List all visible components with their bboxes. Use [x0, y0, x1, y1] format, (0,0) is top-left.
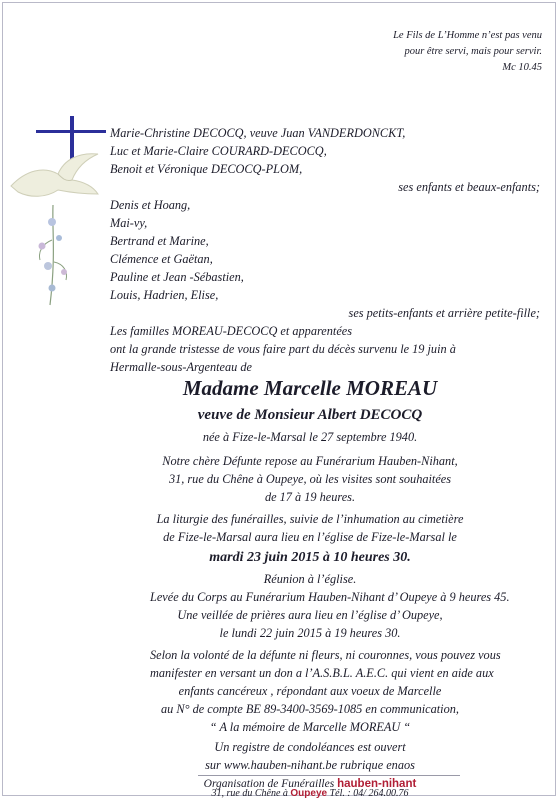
epigraph-line-2: pour être servi, mais pour servir.: [404, 46, 542, 57]
register-line-2: sur www.hauben-nihant.be rubrique enaos: [205, 758, 415, 772]
grandchildren-line-5: Pauline et Jean -Sébastien,: [110, 270, 244, 284]
children-relation: ses enfants et beaux-enfants;: [398, 180, 540, 194]
deceased-born: née à Fize-le-Marsal le 27 septembre 1940.: [202, 430, 418, 444]
children-line-1: Marie-Christine DECOCQ, veuve Juan VANDERDONCKT,: [110, 126, 406, 140]
visit-line-1: Notre chère Défunte repose au Funérarium Hauben-Nihant,: [162, 454, 458, 468]
announcement-line-1: Les familles MOREAU-DECOCQ et apparentées: [110, 324, 353, 338]
grandchildren-line-6: Louis, Hadrien, Elise,: [110, 288, 219, 302]
announcement-line-3: Hermalle-sous-Argenteau de: [110, 360, 252, 374]
grandchildren-relation: ses petits-enfants et arrière petite-fille;: [348, 306, 540, 320]
body-removal: Levée du Corps au Funérarium Hauben-Nihant d’ Oupeye à 9 heures 45.: [150, 590, 510, 604]
grandchildren-line-2: Mai-vy,: [110, 216, 148, 230]
dove-icon: [6, 148, 106, 208]
vigil-line-1: Une veillée de prières aura lieu en l’église d’ Oupeye,: [177, 608, 443, 622]
vigil-line-2: le lundi 22 juin 2015 à 19 heures 30.: [219, 626, 401, 640]
grandchildren-line-1: Denis et Hoang,: [110, 198, 191, 212]
flowers-icon: [28, 200, 78, 310]
meeting-place: Réunion à l’église.: [263, 572, 357, 586]
visit-line-3: de 17 à 19 heures.: [264, 490, 356, 504]
liturgy-line-2: de Fize-le-Marsal aura lieu en l’église de Fize-le-Marsal le: [163, 530, 457, 544]
donation-line-5: “ A la mémoire de Marcelle MOREAU “: [209, 720, 411, 734]
deceased-name: Madame Marcelle MOREAU: [182, 376, 438, 400]
footer-address: 31, rue du Chêne à: [211, 788, 288, 799]
footer-town: Oupeye: [290, 788, 328, 799]
deceased-widow: veuve de Monsieur Albert DECOCQ: [197, 407, 423, 423]
funeral-date: mardi 23 juin 2015 à 10 heures 30.: [209, 550, 411, 565]
liturgy-line-1: La liturgie des funérailles, suivie de l’inhumation au cimetière: [156, 512, 464, 526]
donation-line-3: enfants cancéreux , répondant aux voeux de Marcelle: [178, 684, 442, 698]
grandchildren-line-3: Bertrand et Marine,: [110, 234, 209, 248]
footer-address-line: [150, 789, 470, 799]
announcement-line-2: ont la grande tristesse de vous faire part du décès survenu le 19 juin à: [110, 342, 456, 356]
register-line-1: Un registre de condoléances est ouvert: [214, 740, 406, 754]
epigraph-reference: Mc 10.45: [502, 62, 542, 73]
donation-line-4: au N° de compte BE 89-3400-3569-1085 en communication,: [161, 702, 459, 716]
footer-divider: [198, 775, 460, 776]
donation-line-1: Selon la volonté de la défunte ni fleurs, ni couronnes, vous pouvez vous: [150, 648, 501, 662]
donation-line-2: manifester en versant un don a l’A.S.B.L. A.E.C. qui vient en aide aux: [150, 666, 494, 680]
footer-tel: Tél. : 04/ 264.00.76: [329, 788, 409, 799]
footer-brand: hauben-nihant: [337, 778, 417, 790]
grandchildren-line-4: Clémence et Gaëtan,: [110, 252, 213, 266]
children-line-2: Luc et Marie-Claire COURARD-DECOCQ,: [110, 144, 327, 158]
children-line-3: Benoit et Véronique DECOCQ-PLOM,: [110, 162, 303, 176]
footer-org: Organisation de Funérailles: [203, 778, 335, 790]
visit-line-2: 31, rue du Chêne à Oupeye, où les visites sont souhaitées: [168, 472, 452, 486]
epigraph-line-1: Le Fils de L’Homme n’est pas venu: [393, 30, 542, 41]
